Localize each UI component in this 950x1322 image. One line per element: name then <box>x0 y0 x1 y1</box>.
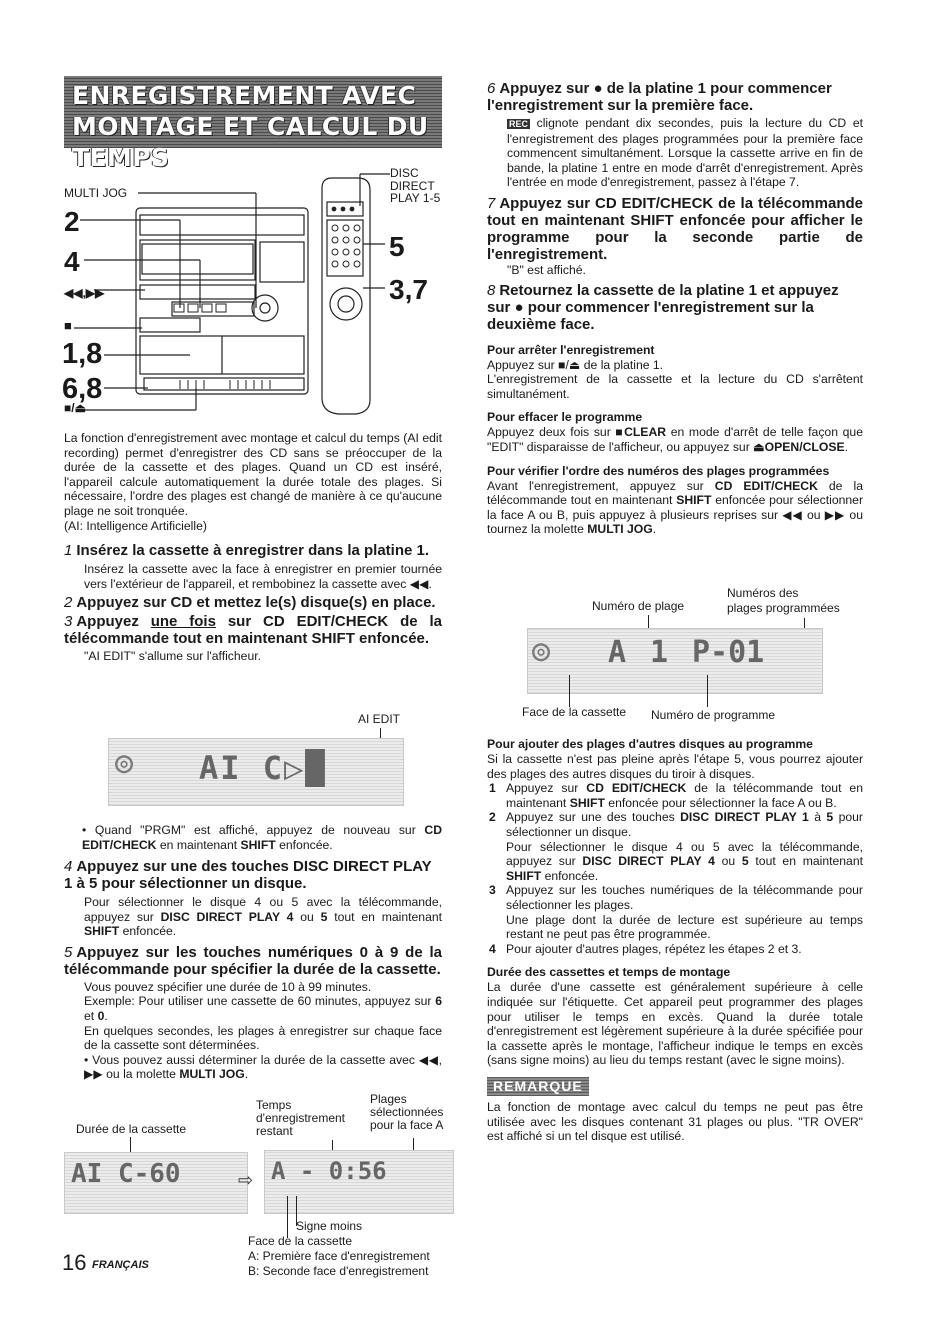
right-column-lower <box>487 737 863 1144</box>
body-text: Pour sélectionner le disque 4 ou 5 avec la télécommande, appuyez sur <box>84 895 442 924</box>
body-text: ou <box>293 909 321 924</box>
callout-3-7: 3,7 <box>389 274 428 305</box>
heading-effacer: Pour effacer le programme <box>487 410 643 425</box>
step-text: Insérez la cassette à enregistrer dans la platine 1. <box>76 542 430 560</box>
body-bold: ■CLEAR <box>615 425 667 440</box>
body-text: Appuyez sur <box>506 781 587 796</box>
leader-face <box>569 675 570 707</box>
label-face-b: B: Seconde face d'enregistrement <box>248 1264 429 1278</box>
remarque-badge: REMARQUE <box>487 1077 589 1096</box>
body-bold: MULTI JOG <box>179 1067 245 1082</box>
body-example <box>84 994 442 1023</box>
step-text-underlined: une fois <box>150 613 216 631</box>
note-text: en maintenant <box>156 837 241 852</box>
duree-body: La durée d'une cassette est généralement supérieure à celle indiquée sur l'étiquette. Cet appareil peut programmer des plages pour utiliser le temps en excès. Quand la durée totale d'enregistrement est légèrement supérieure à la durée spécifiée pour la cassette après le montage, l'afficheur indique le temps en excès (sans signe moins) au lieu du temps restant (avec le signe moins). <box>487 980 863 1068</box>
step-text: Appuyez sur ● de la platine 1 pour commencer l'enregistrement sur la première face. <box>487 80 832 114</box>
step-number: 6 <box>487 80 496 97</box>
label-face-a: A: Première face d'enregistrement <box>248 1249 430 1263</box>
body-bold: 0 <box>97 1008 105 1023</box>
step-text: Retournez la cassette de la platine 1 et appuyez sur ● pour commencer l'enregistrement sur la deuxième face. <box>487 281 839 333</box>
body-text: enfoncée. <box>541 868 599 883</box>
body-bullet <box>84 1053 442 1082</box>
note-bold: CD EDIT/CHECK <box>82 823 442 852</box>
title-line-2: MONTAGE ET CALCUL DU TEMPS <box>72 112 429 172</box>
list-number: 2 <box>489 810 496 825</box>
step-8-title <box>487 282 863 333</box>
body-text: enfoncée pour sélectionner la face A ou B. <box>604 795 837 810</box>
label-line: pour la face A <box>370 1118 444 1132</box>
body-text: tout en maintenant <box>748 854 863 869</box>
body-bold: DISC DIRECT PLAY 4 <box>582 854 715 869</box>
lcd-program-check <box>527 628 823 694</box>
lcd-track-1: 1 <box>650 635 669 670</box>
body-text: en mode d'arrêt de telle façon que "EDIT" disparaisse de l'afficheur, ou appuyez sur <box>487 425 863 454</box>
lcd-remaining-text: A - 0:56 <box>271 1157 387 1185</box>
body-text: de la télécommande tout en maintenant <box>506 781 863 810</box>
body-bold: SHIFT <box>506 868 542 883</box>
body-text: Avant l'enregistrement, appuyez sur <box>487 478 715 493</box>
arreter-line-2: L'enregistrement de la cassette et la lecture du CD s'arrêtent simultanément. <box>487 372 863 401</box>
step-text: Appuyez sur les touches numériques 0 à 9 de la télécommande pour spécifier la durée de la cassette. <box>64 943 442 978</box>
body-text: . <box>844 439 848 454</box>
verifier-body <box>487 479 863 537</box>
step-5-body <box>64 980 442 1082</box>
step-text: Appuyez sur CD EDIT/CHECK de la télécommande tout en maintenant SHIFT enfoncée pour afficher le programme pour la seconde partie de l'enregistrement. <box>487 194 863 263</box>
remarque-block <box>487 1077 863 1096</box>
label-line: sélectionnées <box>370 1105 444 1119</box>
body-bold: SHIFT <box>84 924 120 939</box>
step-number: 4 <box>64 858 73 875</box>
label-ai-edit: AI EDIT <box>358 712 401 726</box>
body-text: Exemple: Pour utiliser une cassette de 60 minutes, appuyez sur <box>84 994 436 1009</box>
footer-language: FRANÇAIS <box>92 1259 149 1271</box>
body-bold: 5 <box>826 810 834 825</box>
section-title-banner <box>64 76 442 172</box>
label-line: Numéros des <box>727 586 799 600</box>
heading-ajouter: Pour ajouter des plages d'autres disques au programme <box>487 737 813 751</box>
callout-rew-ff: ◀◀,▶▶ <box>64 286 105 300</box>
body-text: Pour ajouter d'autres plages, répétez les étapes 2 et 3. <box>506 941 802 956</box>
body-bold: CD EDIT/CHECK <box>714 478 818 493</box>
step-text: sur CD EDIT/CHECK de la télécommande tout en maintenant SHIFT enfoncée. <box>64 613 442 648</box>
disc-direct-line-1: DISC <box>390 166 419 180</box>
list-number: 3 <box>489 883 496 898</box>
body-text: Une plage dont la durée de lecture est supérieure au temps restant ne peut pas être programmée. <box>506 912 863 942</box>
step-number: 7 <box>487 194 496 212</box>
body-text: . <box>104 1008 108 1023</box>
label-line: plages programmées <box>727 601 840 615</box>
step-4-title <box>64 858 442 892</box>
step-3-note <box>82 823 442 852</box>
step-1-body: Insérez la cassette avec la face à enregistrer en premier tournée vers l'extérieur de l'appareil, et rembobinez la cassette avec ◀◀. <box>84 562 442 591</box>
step-5-title <box>64 944 442 978</box>
step-4-body <box>64 895 442 939</box>
callout-1-8: 1,8 <box>62 338 103 370</box>
body-text: de la télécommande tout en maintenant <box>487 478 863 508</box>
list-item <box>487 781 863 810</box>
arreter-line-1: Appuyez sur ■/⏏ de la platine 1. <box>487 357 664 372</box>
label-disc-direct <box>390 167 440 205</box>
label-numeros-plages <box>727 586 840 616</box>
label-duree-cassette: Durée de la cassette <box>76 1122 187 1136</box>
callout-4: 4 <box>64 246 80 277</box>
lcd-ai-edit-text: AI C▷█ <box>199 749 327 787</box>
remarque-body: La fonction de montage avec calcul du temps ne peut pas être utilisée avec les disques contenant 31 plages ou plus. "TR OVER" est affiché si un tel disque est utilisé. <box>487 1099 863 1144</box>
step-6-title <box>487 80 863 114</box>
body-text: pour sélectionner un disque. <box>506 810 863 839</box>
body-text: enfoncée pour sélectionner la face A ou B, puis appuyez à plusieurs reprises sur ◀◀ ou ▶▶ ou tournez la molette <box>487 493 864 537</box>
rec-badge: REC <box>509 119 529 129</box>
body-bold: SHIFT <box>676 493 712 508</box>
lcd-program-p01: P-01 <box>692 635 765 670</box>
note-bold: SHIFT <box>240 837 276 852</box>
label-signe-moins: Signe moins <box>296 1219 363 1233</box>
callout-2: 2 <box>64 206 80 237</box>
ajouter-intro: Si la cassette n'est pas pleine après l'étape 5, vous pourrez ajouter des plages des autres disques du tiroir à disques. <box>487 752 863 781</box>
step-number: 5 <box>64 943 73 961</box>
step-3-note-block <box>82 823 442 852</box>
step-number: 8 <box>487 281 496 299</box>
heading-verifier: Pour vérifier l'ordre des numéros des plages programmées <box>487 463 830 478</box>
step-text: Appuyez <box>76 613 151 631</box>
label-line: Plages <box>370 1092 407 1106</box>
intro-paragraph: La fonction d'enregistrement avec montage et calcul du temps (AI edit recording) permet d'enregistrer des CD sans se préoccuper de la durée de la cassette et des plages. Quand un CD est inséré, l'appareil calcule automatiquement la durée totale des plages. Si nécessaire, l'ordre des plages est changé de manière à ce qu'aucune plage ne soit tronquée. <box>64 431 442 518</box>
lcd-duration-text: AI C-60 <box>71 1159 181 1189</box>
lcd-ai-edit <box>108 738 404 806</box>
body-text: ou <box>714 854 742 869</box>
step-number: 1 <box>64 542 73 560</box>
callout-stop: ■ <box>64 318 72 333</box>
disc-direct-line-2: DIRECT <box>390 178 435 193</box>
step-3-title <box>64 613 442 647</box>
body-bold: 6 <box>435 994 442 1009</box>
body-text: . <box>244 1067 249 1082</box>
label-numero-plage: Numéro de plage <box>592 599 685 613</box>
list-item <box>487 942 863 957</box>
effacer-body <box>487 425 863 454</box>
label-temps-restant <box>256 1099 345 1138</box>
body-bold: ⏏OPEN/CLOSE <box>753 439 845 454</box>
note-text: • Quand "PRGM" est affiché, appuyez de nouveau sur <box>82 823 425 837</box>
label-line: Temps <box>256 1098 292 1112</box>
step-7-title <box>487 195 863 263</box>
lcd-disc-icon: ◎ <box>115 745 134 780</box>
lcd-disc-icon: ◎ <box>532 633 551 668</box>
body-bold: 5 <box>320 909 328 924</box>
ajouter-steps <box>487 781 863 956</box>
body-text: Appuyez sur une des touches <box>506 810 681 825</box>
intro-ai-note: (AI: Intelligence Artificielle) <box>64 518 207 533</box>
body-text: Appuyez sur les touches numériques de la télécommande pour sélectionner les plages. <box>506 883 863 912</box>
step-1-title <box>64 542 442 559</box>
body-text: Vous pouvez spécifier une durée de 10 à 99 minutes. <box>84 979 372 994</box>
step-number: 2 <box>64 594 73 612</box>
body-bold: DISC DIRECT PLAY 4 <box>160 909 294 924</box>
heading-duree: Durée des cassettes et temps de montage <box>487 965 731 980</box>
step-6-body <box>487 116 863 190</box>
right-column <box>487 80 863 537</box>
arrow-icon: ⇨ <box>238 1170 254 1190</box>
step-2-title <box>64 594 442 611</box>
list-number: 1 <box>489 781 496 796</box>
label-face-cassette: Face de la cassette <box>248 1234 353 1248</box>
lcd-side-a: A <box>608 635 627 670</box>
body-text: clignote pendant dix secondes, puis la lecture du CD et l'enregistrement des plages programmées pour la première face commencent simultanément. Lorsque la cassette arrive en fin de bande, la platine 1 entre en mode d'arrêt d'enregistrement. Après l'entrée en mode d'enregistrement, passez à l'étape 7. <box>507 116 863 190</box>
callout-5: 5 <box>389 231 405 262</box>
label-numero-programme: Numéro de programme <box>651 708 776 722</box>
label-multi-jog: MULTI JOG <box>64 186 128 200</box>
body-text: et <box>84 1008 98 1023</box>
body-bold: SHIFT <box>569 795 605 810</box>
step-text: Appuyez sur CD et mettez le(s) disque(s) en place. <box>76 594 436 612</box>
page-number: 16 <box>62 1250 87 1275</box>
title-line-1: ENREGISTREMENT AVEC <box>72 81 417 110</box>
body-bold: MULTI JOG <box>587 522 653 537</box>
body-text: Appuyez deux fois sur <box>487 425 616 440</box>
lcd-cassette-duration <box>64 1152 248 1214</box>
body-bold: DISC DIRECT PLAY 1 <box>680 810 809 825</box>
body-text: Pour sélectionner le disque 4 ou 5 avec la télécommande, appuyez sur <box>506 839 863 869</box>
label-face-cassette-right: Face de la cassette <box>522 705 627 719</box>
body-text: . <box>652 522 657 537</box>
note-text: enfoncée. <box>275 837 333 852</box>
left-column-lower <box>64 858 442 1082</box>
disc-direct-line-3: PLAY 1-5 <box>390 191 441 205</box>
step-3-body: "AI EDIT" s'allume sur l'afficheur. <box>84 649 261 664</box>
body-text: à <box>808 810 827 825</box>
callout-6-8: 6,8 <box>62 373 103 405</box>
label-line: d'enregistrement <box>256 1111 346 1125</box>
body-text: En quelques secondes, les plages à enregistrer sur chaque face de la cassette sont déterminées. <box>84 1023 442 1053</box>
leader-face <box>287 1196 288 1238</box>
list-item <box>487 883 863 941</box>
body-bold: 5 <box>741 854 749 869</box>
heading-arreter: Pour arrêter l'enregistrement <box>487 342 655 357</box>
body-bold: CD EDIT/CHECK <box>586 781 687 796</box>
body-text: enfoncée. <box>119 924 177 939</box>
lcd-remaining-time <box>264 1150 454 1214</box>
body-text: • Vous pouvez aussi déterminer la durée de la cassette avec ◀◀, ▶▶ ou la molette <box>84 1052 442 1082</box>
step-text: Appuyez sur une des touches DISC DIRECT PLAY 1 à 5 pour sélectionner un disque. <box>64 858 432 892</box>
list-number: 4 <box>489 941 496 956</box>
body-text: tout en maintenant <box>327 909 443 924</box>
label-plages-selectionnees <box>370 1093 443 1132</box>
leader-numero-prog <box>707 675 708 707</box>
step-number: 3 <box>64 613 73 631</box>
left-column <box>64 431 442 664</box>
list-item <box>487 810 863 883</box>
step-7-body: "B" est affiché. <box>507 262 586 277</box>
label-line: restant <box>256 1124 293 1138</box>
callout-stop-eject: ■/⏏ <box>64 401 86 415</box>
